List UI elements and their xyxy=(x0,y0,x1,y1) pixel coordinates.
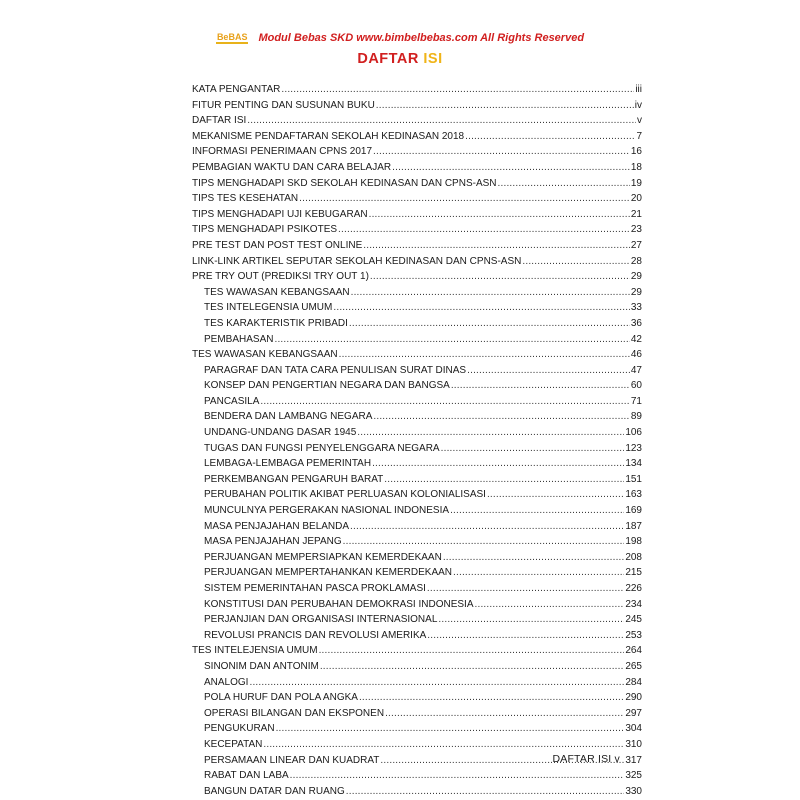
toc-entry-title: TIPS MENGHADAPI SKD SEKOLAH KEDINASAN DAN CPNS-ASN xyxy=(192,177,497,189)
toc-entry-title: OPERASI BILANGAN DAN EKSPONEN xyxy=(204,707,385,719)
toc-dot-leader xyxy=(359,690,624,706)
toc-entry xyxy=(192,675,642,691)
toc-entry xyxy=(192,425,642,441)
toc-dot-leader xyxy=(299,191,630,207)
toc-entry-title: KATA PENGANTAR xyxy=(192,84,281,95)
toc-entry xyxy=(192,441,642,457)
toc-entry xyxy=(192,534,642,550)
toc-entry-page: 33 xyxy=(630,302,642,314)
toc-entry xyxy=(192,550,642,566)
toc-dot-leader xyxy=(290,768,625,784)
toc-dot-leader xyxy=(247,113,636,129)
toc-dot-leader xyxy=(343,534,625,550)
toc-dot-leader xyxy=(441,441,625,457)
toc-entry-page: 23 xyxy=(630,224,642,236)
toc-entry-page: 304 xyxy=(625,723,642,735)
toc-entry-page: iii xyxy=(635,84,642,95)
toc-entry-page: 28 xyxy=(630,255,642,267)
toc-entry-title: TUGAS DAN FUNGSI PENYELENGGARA NEGARA xyxy=(204,442,440,454)
toc-entry-title: MASA PENJAJAHAN BELANDA xyxy=(204,520,350,532)
toc-entry-page: 310 xyxy=(625,738,642,750)
toc-entry xyxy=(192,300,642,316)
toc-entry-page: 46 xyxy=(630,349,642,361)
toc-dot-leader xyxy=(339,347,630,363)
toc-entry xyxy=(192,409,642,425)
toc-dot-leader xyxy=(333,300,630,316)
toc-dot-leader xyxy=(338,222,630,238)
toc-entry-title: UNDANG-UNDANG DASAR 1945 xyxy=(204,427,357,439)
toc-dot-leader xyxy=(373,144,630,160)
toc-entry-title: PENGUKURAN xyxy=(204,723,275,735)
toc-entry xyxy=(192,332,642,348)
toc-dot-leader xyxy=(392,160,630,176)
toc-entry-title: BENDERA DAN LAMBANG NEGARA xyxy=(204,411,373,423)
toc-entry-title: LEMBAGA-LEMBAGA PEMERINTAH xyxy=(204,458,372,470)
toc-entry-page: 27 xyxy=(630,239,642,251)
toc-entry xyxy=(192,612,642,628)
toc-entry-page: iv xyxy=(634,99,642,111)
toc-dot-leader xyxy=(443,550,624,566)
toc-dot-leader xyxy=(465,129,635,145)
toc-entry-title: PERUBAHAN POLITIK AKIBAT PERLUASAN KOLONIALISASI xyxy=(204,489,486,501)
toc-entry-page: 29 xyxy=(630,286,642,298)
toc-entry-title: DAFTAR ISI xyxy=(192,115,247,127)
toc-entry xyxy=(192,160,642,176)
toc-dot-leader xyxy=(427,581,624,597)
toc-entry-page: 106 xyxy=(625,427,642,439)
toc-entry xyxy=(192,706,642,722)
toc-entry xyxy=(192,737,642,753)
toc-entry-page: 198 xyxy=(625,536,642,548)
header-text: Modul Bebas SKD www.bimbelbebas.com All Rights Reserved xyxy=(258,32,585,44)
toc-dot-leader xyxy=(350,519,624,535)
toc-dot-leader xyxy=(357,425,624,441)
toc-entry-title: POLA HURUF DAN POLA ANGKA xyxy=(204,692,358,704)
toc-entry-page: 284 xyxy=(625,676,642,688)
toc-entry-title: SINONIM DAN ANTONIM xyxy=(204,660,319,672)
toc-dot-leader xyxy=(281,82,634,98)
toc-entry-page: 151 xyxy=(625,473,642,485)
toc-entry-page: 134 xyxy=(625,458,642,470)
toc-entry-title: PEMBAHASAN xyxy=(204,333,274,345)
toc-entry-title: TES INTELEJENSIA UMUM xyxy=(192,645,318,657)
toc-entry-page: 253 xyxy=(625,629,642,641)
toc-dot-leader xyxy=(320,659,624,675)
toc-entry-title: TIPS TES KESEHATAN xyxy=(192,193,299,205)
bebas-logo: BeBAS xyxy=(216,32,248,42)
toc-entry-page: 215 xyxy=(625,567,642,579)
toc-entry-title: KONSTITUSI DAN PERUBAHAN DEMOKRASI INDONESIA xyxy=(204,598,474,610)
toc-entry-page: 208 xyxy=(625,551,642,563)
toc-entry-title: KONSEP DAN PENGERTIAN NEGARA DAN BANGSA xyxy=(204,380,450,392)
toc-entry-title: PERJUANGAN MEMPERTAHANKAN KEMERDEKAAN xyxy=(204,567,453,579)
toc-dot-leader xyxy=(384,472,624,488)
toc-dot-leader xyxy=(376,98,634,114)
toc-dot-leader xyxy=(467,363,630,379)
toc-dot-leader xyxy=(363,238,630,254)
toc-entry-title: PRE TEST DAN POST TEST ONLINE xyxy=(192,239,363,251)
toc-entry-page: 163 xyxy=(625,489,642,501)
toc-dot-leader xyxy=(438,612,624,628)
toc-entry xyxy=(192,98,642,114)
toc-entry xyxy=(192,207,642,223)
toc-dot-leader xyxy=(451,378,630,394)
toc-dot-leader xyxy=(319,643,625,659)
toc-entry-title: PANCASILA xyxy=(204,395,260,407)
toc-entry xyxy=(192,487,642,503)
toc-entry-title: RABAT DAN LABA xyxy=(204,770,289,782)
toc-entry-page: 264 xyxy=(625,645,642,657)
toc-dot-leader xyxy=(249,675,624,691)
toc-entry-page: 226 xyxy=(625,583,642,594)
toc-entry-page: 36 xyxy=(630,317,642,329)
toc-entry xyxy=(192,597,642,613)
toc-entry-page: 290 xyxy=(625,692,642,704)
toc-entry-title: MUNCULNYA PERGERAKAN NASIONAL INDONESIA xyxy=(204,505,450,517)
toc-entry xyxy=(192,82,642,98)
toc-entry xyxy=(192,269,642,285)
toc-entry-page: 21 xyxy=(630,208,642,220)
toc-entry-title: MASA PENJAJAHAN JEPANG xyxy=(204,536,342,548)
toc-entry-title: ANALOGI xyxy=(204,676,249,688)
toc-entry-page: 7 xyxy=(636,130,642,142)
toc-entry xyxy=(192,222,642,238)
toc-entry-title: TIPS MENGHADAPI PSIKOTES xyxy=(192,224,338,236)
toc-entry-title: PERKEMBANGAN PENGARUH BARAT xyxy=(204,473,384,485)
toc-dot-leader xyxy=(475,597,625,613)
toc-dot-leader xyxy=(487,487,624,503)
toc-dot-leader xyxy=(450,503,624,519)
toc-entry-page: 29 xyxy=(630,271,642,283)
toc-entry-page: 169 xyxy=(625,505,642,517)
toc-entry xyxy=(192,378,642,394)
title-part-daftar: DAFTAR xyxy=(357,51,424,67)
toc-dot-leader xyxy=(372,456,624,472)
toc-entry-page: 123 xyxy=(625,442,642,454)
toc-entry xyxy=(192,628,642,644)
toc-entry xyxy=(192,503,642,519)
toc-entry-title: KECEPATAN xyxy=(204,738,263,750)
toc-entry-title: PERSAMAAN LINEAR DAN KUADRAT xyxy=(204,754,380,766)
toc-entry-title: PERJUANGAN MEMPERSIAPKAN KEMERDEKAAN xyxy=(204,551,442,563)
toc-entry-page: 297 xyxy=(625,707,642,719)
toc-entry-title: SISTEM PEMERINTAHAN PASCA PROKLAMASI xyxy=(204,583,426,594)
toc-entry-page: 19 xyxy=(630,177,642,189)
toc-entry xyxy=(192,659,642,675)
toc-dot-leader xyxy=(274,332,629,348)
toc-entry-page: 89 xyxy=(630,411,642,423)
toc-entry-title: PEMBAGIAN WAKTU DAN CARA BELAJAR xyxy=(192,161,392,173)
toc-entry-title: INFORMASI PENERIMAAN CPNS 2017 xyxy=(192,146,373,158)
toc-entry-title: LINK-LINK ARTIKEL SEPUTAR SEKOLAH KEDINASAN DAN CPNS-ASN xyxy=(192,255,522,267)
toc-entry xyxy=(192,176,642,192)
toc-entry-page: v xyxy=(637,115,642,127)
toc-entry-title: PARAGRAF DAN TATA CARA PENULISAN SURAT DINAS xyxy=(204,364,467,376)
toc-entry xyxy=(192,144,642,160)
page-footer: DAFTAR ISI v xyxy=(552,753,620,765)
toc-entry xyxy=(192,238,642,254)
toc-dot-leader xyxy=(351,285,630,301)
toc-entry-page: 42 xyxy=(630,333,642,345)
toc-entry-page: 265 xyxy=(625,660,642,672)
table-of-contents xyxy=(192,82,642,799)
toc-entry-page: 18 xyxy=(630,161,642,173)
toc-entry xyxy=(192,113,642,129)
toc-entry xyxy=(192,581,642,597)
toc-dot-leader xyxy=(349,316,630,332)
toc-entry xyxy=(192,565,642,581)
toc-entry xyxy=(192,784,642,800)
toc-entry-title: BANGUN DATAR DAN RUANG xyxy=(204,785,345,797)
toc-entry xyxy=(192,721,642,737)
toc-entry xyxy=(192,690,642,706)
toc-entry xyxy=(192,285,642,301)
toc-entry-title: TES WAWASAN KEBANGSAAN xyxy=(192,349,338,361)
toc-entry-page: 20 xyxy=(630,193,642,205)
toc-entry-title: TES INTELEGENSIA UMUM xyxy=(204,302,333,314)
toc-entry-page: 330 xyxy=(625,785,642,797)
toc-entry xyxy=(192,643,642,659)
toc-entry-title: TES KARAKTERISTIK PRIBADI xyxy=(204,317,348,329)
toc-entry xyxy=(192,129,642,145)
toc-dot-leader xyxy=(373,409,630,425)
toc-dot-leader xyxy=(369,207,630,223)
toc-entry-title: TIPS MENGHADAPI UJI KEBUGARAN xyxy=(192,208,368,220)
toc-entry-page: 47 xyxy=(630,364,642,376)
page-title xyxy=(0,51,800,67)
toc-dot-leader xyxy=(263,737,624,753)
toc-entry-title: FITUR PENTING DAN SUSUNAN BUKU xyxy=(192,99,375,111)
toc-entry-page: 187 xyxy=(625,520,642,532)
toc-entry xyxy=(192,768,642,784)
toc-entry-page: 16 xyxy=(630,146,642,158)
page-header xyxy=(0,32,800,44)
toc-dot-leader xyxy=(370,269,630,285)
toc-dot-leader xyxy=(385,706,624,722)
toc-entry xyxy=(192,347,642,363)
toc-entry xyxy=(192,394,642,410)
toc-entry xyxy=(192,472,642,488)
toc-entry-page: 60 xyxy=(630,380,642,392)
toc-entry xyxy=(192,519,642,535)
toc-dot-leader xyxy=(260,394,629,410)
toc-entry xyxy=(192,191,642,207)
toc-dot-leader xyxy=(276,721,625,737)
toc-entry-page: 325 xyxy=(625,770,642,782)
toc-entry xyxy=(192,254,642,270)
toc-entry-page: 234 xyxy=(625,598,642,610)
title-part-isi: ISI xyxy=(423,51,443,67)
toc-entry-page: 245 xyxy=(625,614,642,626)
toc-dot-leader xyxy=(346,784,625,800)
toc-entry xyxy=(192,456,642,472)
toc-entry-title: TES WAWASAN KEBANGSAAN xyxy=(204,286,350,298)
toc-entry-title: MEKANISME PENDAFTARAN SEKOLAH KEDINASAN 2018 xyxy=(192,130,465,142)
toc-entry-title: REVOLUSI PRANCIS DAN REVOLUSI AMERIKA xyxy=(204,629,427,641)
toc-dot-leader xyxy=(522,254,630,270)
toc-entry xyxy=(192,363,642,379)
toc-dot-leader xyxy=(498,176,630,192)
toc-entry-page: 317 xyxy=(625,754,642,766)
toc-dot-leader xyxy=(453,565,624,581)
toc-dot-leader xyxy=(427,628,624,644)
toc-entry-title: PRE TRY OUT (PREDIKSI TRY OUT 1) xyxy=(192,271,369,283)
toc-entry xyxy=(192,316,642,332)
toc-entry-title: PERJANJIAN DAN ORGANISASI INTERNASIONAL xyxy=(204,614,438,626)
toc-entry-page: 71 xyxy=(630,395,642,407)
